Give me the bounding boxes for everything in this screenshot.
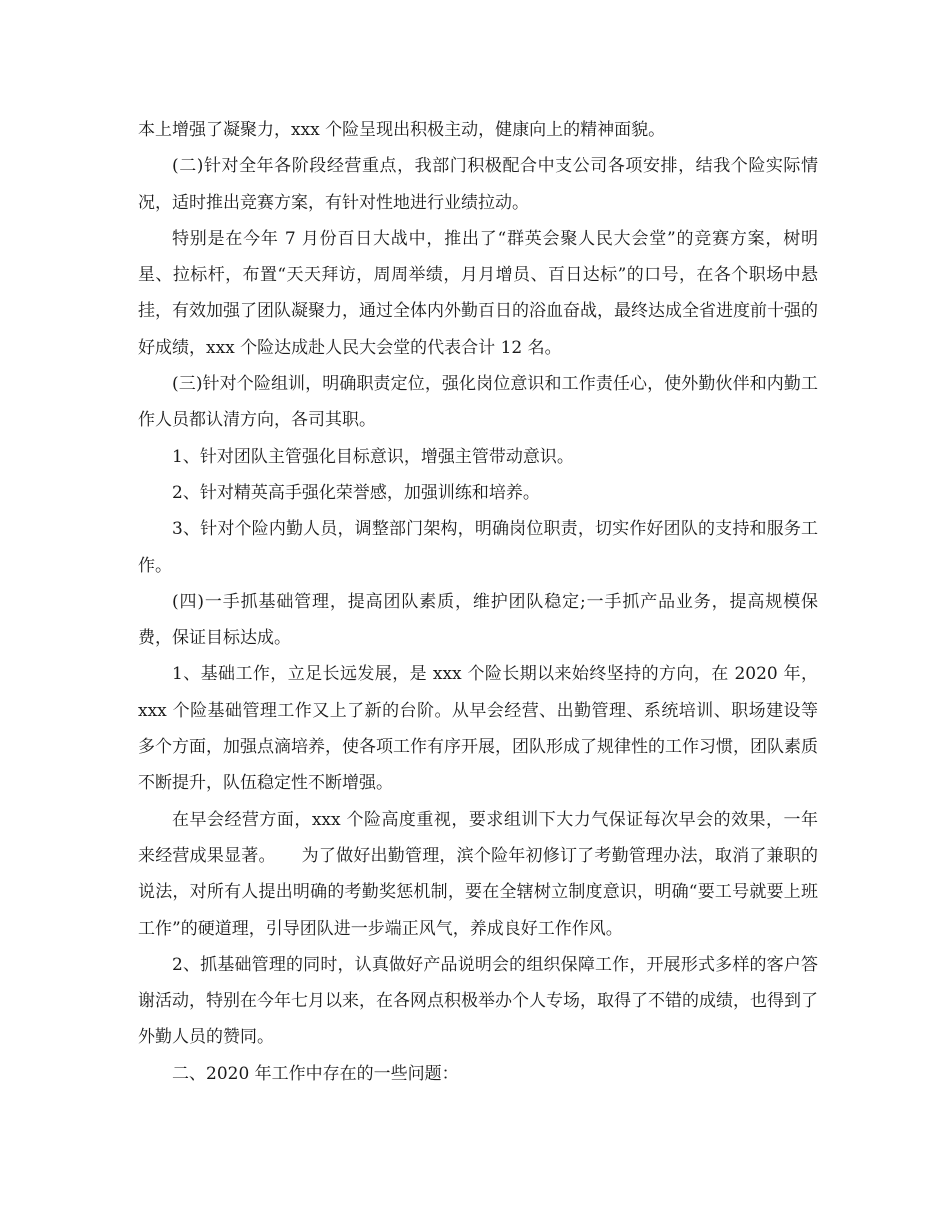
paragraph-3: 特别是在今年 7 月份百日大战中，推出了“群英会聚人民大会堂”的竞赛方案，树明星、拉标杆，布置“天天拜访，周周举绩，月月增员、百日达标”的口号，在各个职场中悬挂，有效加强了团队凝聚力，通过全体内外勤百日的浴血奋战，最终达成全省进度前十强的好成绩，xxx 个险达成赴人民大会堂的代表合计 12 名。 (138, 228, 818, 358)
paragraph-11: 2、抓基础管理的同时，认真做好产品说明会的组织保障工作，开展形式多样的客户答谢活动，特别在今年七月以来，在各网点积极举办个人专场，取得了不错的成绩，也得到了外勤人员的赞同。 (138, 954, 818, 1048)
paragraph-7: 3、针对个险内勤人员，调整部门架构，明确岗位职责，切实作好团队的支持和服务工作。 (138, 519, 818, 576)
paragraph-2: (二)针对全年各阶段经营重点，我部门积极配合中支公司各项安排，结我个险实际情况，适时推出竞赛方案，有针对性地进行业绩拉动。 (138, 156, 818, 213)
document-body (138, 112, 818, 1092)
paragraph-4: (三)针对个险组训，明确职责定位，强化岗位意识和工作责任心，使外勤伙伴和内勤工作人员都认清方向，各司其职。 (138, 374, 818, 431)
paragraph-1: 本上增强了凝聚力，xxx 个险呈现出积极主动，健康向上的精神面貌。 (138, 120, 666, 140)
paragraph-5: 1、针对团队主管强化目标意识，增强主管带动意识。 (172, 446, 574, 467)
section-heading: 二、2020 年工作中存在的一些问题： (172, 1063, 459, 1084)
paragraph-10: 在早会经营方面，xxx 个险高度重视，要求组训下大力气保证每次早会的效果，一年来经营成果显著。 为了做好出勤管理，滨个险年初修订了考勤管理办法，取消了兼职的说法，对所有人提出明确的考勤奖惩机制，要在全辖树立制度意识，明确“要工号就要上班工作”的硬道理，引导团队进一步端正风气，养成良好工作作风。 (138, 809, 818, 939)
paragraph-9: 1、基础工作，立足长远发展，是 xxx 个险长期以来始终坚持的方向，在 2020 年，xxx 个险基础管理工作又上了新的台阶。从早会经营、出勤管理、系统培训、职场建设等多个方面，加强点滴培养，使各项工作有序开展，团队形成了规律性的工作习惯，团队素质不断提升，队伍稳定性不断增强。 (138, 664, 818, 794)
paragraph-6: 2、针对精英高手强化荣誉感，加强训练和培养。 (172, 482, 540, 503)
paragraph-8: (四)一手抓基础管理，提高团队素质，维护团队稳定;一手抓产品业务，提高规模保费，保证目标达成。 (138, 591, 818, 649)
